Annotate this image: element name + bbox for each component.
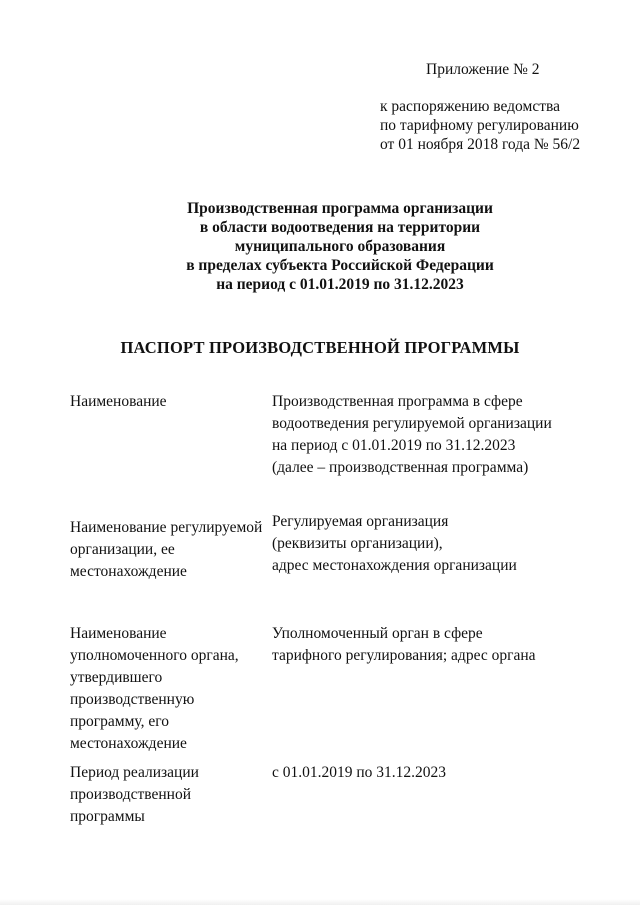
- row-label-line: утвердившего: [70, 669, 163, 686]
- row-label-line: организации, ее: [70, 541, 175, 558]
- row-label-line: местонахождение: [70, 735, 187, 752]
- passport-heading: ПАСПОРТ ПРОИЗВОДСТВЕННОЙ ПРОГРАММЫ: [120, 338, 520, 357]
- row-label-line: программы: [70, 808, 145, 825]
- row-label: [70, 391, 270, 413]
- row-value: [272, 762, 602, 784]
- row-label: [70, 517, 270, 583]
- program-title-line: Производственная программа организации: [187, 200, 493, 217]
- program-title-line: в области водоотведения на территории: [199, 219, 481, 236]
- row-value: [272, 391, 602, 479]
- appendix-block: [380, 60, 620, 154]
- row-value-line: (реквизиты организации),: [272, 535, 443, 552]
- row-label: [70, 623, 270, 755]
- appendix-line: от 01 ноября 2018 года № 56/2: [380, 136, 581, 153]
- program-title-line: муниципального образования: [234, 238, 446, 255]
- row-label-line: Период реализации: [70, 764, 199, 781]
- program-title-line: на период с 01.01.2019 по 31.12.2023: [216, 276, 464, 293]
- row-value-line: Производственная программа в сфере: [272, 393, 523, 410]
- row-value-line: водоотведения регулируемой организации: [272, 415, 552, 432]
- program-title-line: в пределах субъекта Российской Федерации: [186, 257, 494, 274]
- appendix-title: Приложение № 2: [426, 61, 540, 78]
- row-label-line: производственную: [70, 691, 195, 708]
- row-label-line: уполномоченного органа,: [70, 647, 239, 664]
- row-label-line: Наименование: [70, 393, 167, 410]
- row-label-line: Наименование регулируемой: [70, 519, 263, 536]
- row-label-line: производственной: [70, 786, 192, 803]
- row-label-line: Наименование: [70, 625, 167, 642]
- appendix-line: к распоряжению ведомства: [380, 98, 560, 115]
- row-value-line: с 01.01.2019 по 31.12.2023: [272, 764, 447, 781]
- program-title: [120, 199, 560, 294]
- row-value-line: адрес местонахождения организации: [272, 557, 517, 574]
- row-label: [70, 762, 270, 828]
- row-value: [272, 623, 602, 667]
- row-value-line: Регулируемая организация: [272, 513, 449, 530]
- appendix-line: по тарифному регулированию: [380, 117, 579, 134]
- row-value-line: Уполномоченный орган в сфере: [272, 625, 483, 642]
- row-value-line: (далее – производственная программа): [272, 459, 529, 476]
- row-value: [272, 511, 602, 577]
- row-label-line: программу, его: [70, 713, 169, 730]
- row-value-line: на период с 01.01.2019 по 31.12.2023: [272, 437, 516, 454]
- row-value-line: тарифного регулирования; адрес органа: [272, 647, 536, 664]
- row-label-line: местонахождение: [70, 563, 187, 580]
- scan-edge: [0, 899, 640, 905]
